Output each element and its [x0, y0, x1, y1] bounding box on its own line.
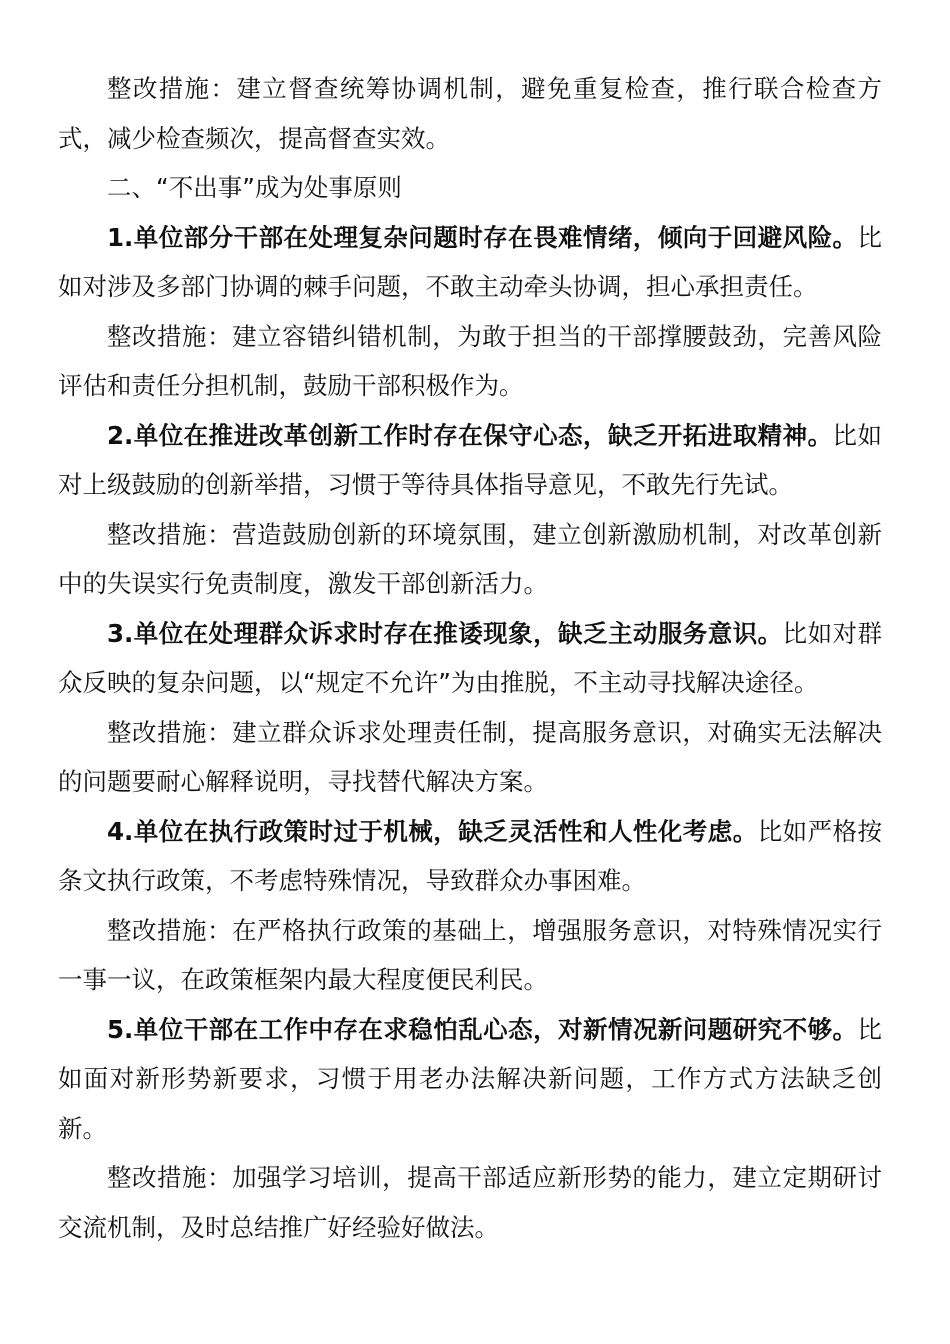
issue-paragraph — [58, 1005, 882, 1154]
issue-paragraph — [58, 213, 882, 312]
issue-paragraph — [58, 609, 882, 708]
rectification-measure-paragraph: 整改措施：营造鼓励创新的环境氛围，建立创新激励机制，对改革创新中的失误实行免责制度，激发干部创新活力。 — [58, 519, 882, 598]
issue-lead: 3.单位在处理群众诉求时存在推诿现象，缺乏主动服务意识。 — [107, 618, 783, 648]
rectification-measure-paragraph: 整改措施：建立群众诉求处理责任制，提高服务意识，对确实无法解决的问题要耐心解释说明，寻找替代解决方案。 — [58, 717, 882, 796]
rectification-measure-paragraph: 整改措施：在严格执行政策的基础上，增强服务意识，对特殊情况实行一事一议，在政策框架内最大程度便民利民。 — [58, 915, 882, 994]
rectification-measure-paragraph: 整改措施：建立督查统筹协调机制，避免重复检查，推行联合检查方式，减少检查频次，提高督查实效。 — [58, 74, 882, 153]
issue-lead: 2.单位在推进改革创新工作时存在保守心态，缺乏开拓进取精神。 — [107, 420, 833, 450]
issue-detail: 比如对涉及多部门协调的棘手问题，不敢主动牵头协调，担心承担责任。 — [58, 222, 882, 301]
issue-paragraph — [58, 807, 882, 906]
rectification-measure-paragraph: 整改措施：建立容错纠错机制，为敢于担当的干部撑腰鼓劲，完善风险评估和责任分担机制，鼓励干部积极作为。 — [58, 321, 882, 400]
issue-paragraph — [58, 411, 882, 510]
rectification-measure-paragraph: 整改措施：加强学习培训，提高干部适应新形势的能力，建立定期研讨交流机制，及时总结推广好经验好做法。 — [58, 1163, 882, 1242]
issue-detail: 比如对上级鼓励的创新举措，习惯于等待具体指导意见，不敢先行先试。 — [58, 420, 883, 499]
issue-lead: 1.单位部分干部在处理复杂问题时存在畏难情绪，倾向于回避风险。 — [107, 222, 858, 252]
section-heading: 二、“不出事”成为处事原则 — [107, 173, 402, 202]
issue-lead: 5.单位干部在工作中存在求稳怕乱心态，对新情况新问题研究不够。 — [107, 1014, 858, 1044]
issue-lead: 4.单位在执行政策时过于机械，缺乏灵活性和人性化考虑。 — [107, 816, 758, 846]
document-body — [58, 64, 882, 1252]
issue-detail: 比如面对新形势新要求，习惯于用老办法解决新问题，工作方式方法缺乏创新。 — [58, 1014, 882, 1143]
issue-detail: 比如严格按条文执行政策，不考虑特殊情况，导致群众办事困难。 — [58, 816, 883, 895]
issue-detail: 比如对群众反映的复杂问题，以“规定不允许”为由推脱，不主动寻找解决途径。 — [58, 618, 883, 697]
